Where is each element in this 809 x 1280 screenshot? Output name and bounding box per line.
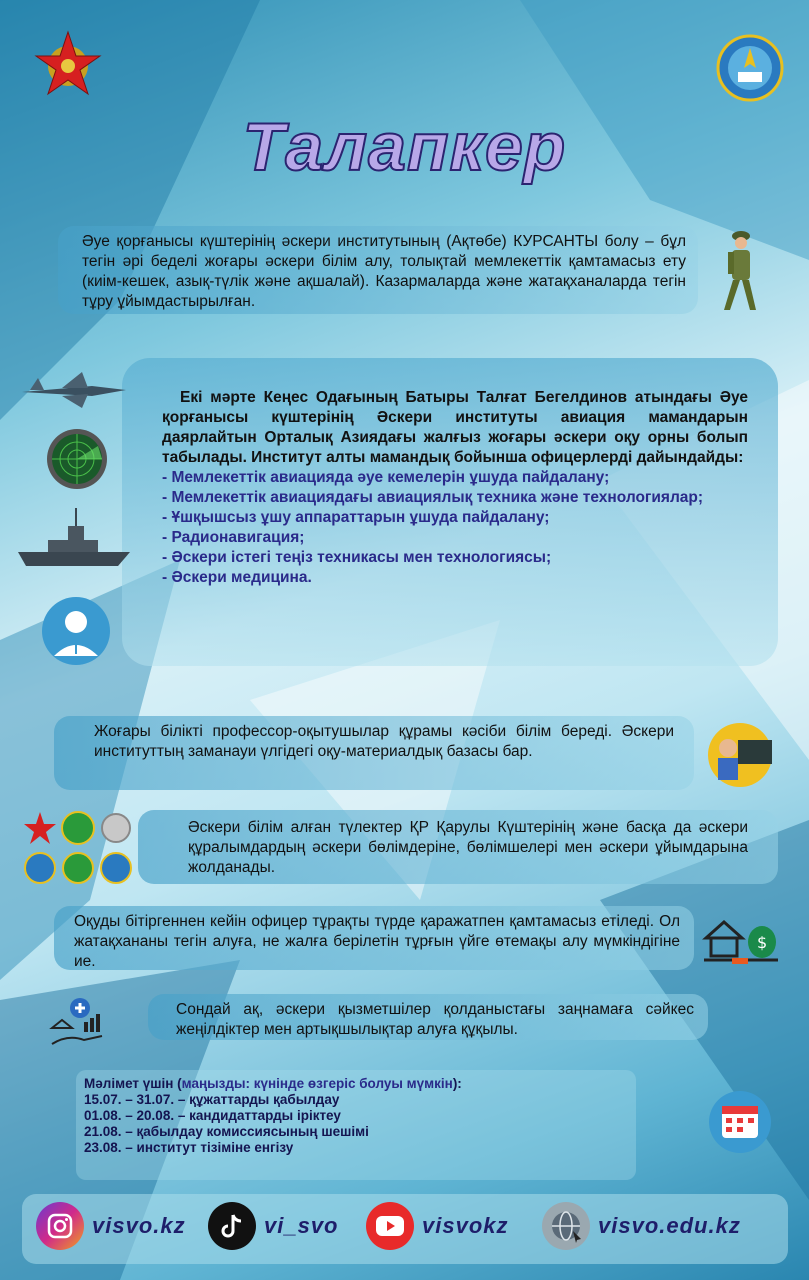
page-title: Талапкер <box>242 109 567 185</box>
specialty-list <box>162 468 748 588</box>
privileges-panel: Сондай ақ, әскери қызметшілер қолданыстағы заңнамаға сәйкес жеңілдіктер мен артықшылықтар алуға құқылы. <box>148 994 708 1040</box>
cadet-benefits-panel <box>58 226 698 314</box>
web-link[interactable] <box>542 1202 741 1250</box>
list-item: 01.08. – 20.08. – кандидаттарды іріктеу <box>84 1108 341 1123</box>
cadet-benefits-text: Әуе қорғанысы күштерінің әскери институтының (Ақтөбе) КУРСАНТЫ болу – бұл тегін әрі беделі жоғары әскери білім алу, толықтай мемлекеттік қамтамасыз ету (киім-кешек, азық-түлік және ақшалай). Казармаларда және жатақханаларда тегін тұру ұйымдастырылған. <box>82 233 686 310</box>
radar-icon <box>46 428 108 495</box>
instagram-link[interactable] <box>36 1202 186 1250</box>
list-item: - Мемлекеттік авиациядағы авиациялық техника және технологиялар; <box>162 489 704 506</box>
soldier-icon <box>718 228 764 319</box>
svg-text:$: $ <box>757 933 768 952</box>
youtube-link[interactable] <box>366 1202 509 1250</box>
list-item: - Әскери медицина. <box>162 569 312 586</box>
youtube-handle: visvokz <box>422 1213 509 1238</box>
teacher-icon <box>704 722 776 793</box>
tiktok-link[interactable] <box>208 1202 339 1250</box>
warship-icon <box>18 506 130 575</box>
institute-emblem-icon <box>716 34 784 107</box>
red-star-emblem-icon <box>34 30 102 103</box>
list-item: - Радионавигация; <box>162 529 305 546</box>
fighter-jet-icon <box>22 370 130 415</box>
web-address: visvo.edu.kz <box>598 1213 741 1238</box>
list-item: - Ұшқышсыз ұшу аппараттарын ұшуда пайдалану; <box>162 509 550 526</box>
officer-support-panel: Оқуды бітіргеннен кейін офицер тұрақты түрде қаражатпен қамтамасыз етіледі. Ол жатақхананы тегін алуға, не жалға берілетін тұрғын үйге өтемақы алу мүмкіндігіне ие. <box>54 906 694 970</box>
list-item: 21.08. – қабылдау комиссиясының шешімі <box>84 1124 369 1139</box>
tiktok-icon <box>208 1202 256 1250</box>
doctor-icon <box>30 596 122 671</box>
tiktok-handle: vi_svo <box>264 1213 339 1238</box>
list-item: - Мемлекеттік авиацияда әуе кемелерін ұшуда пайдалану; <box>162 469 610 486</box>
admission-dates-heading: Мәлімет үшін (маңызды: күнінде өзгеріс болуы мүмкін): <box>84 1076 462 1091</box>
list-item: - Әскери істегі теңіз техникасы мен технологиясы; <box>162 549 552 566</box>
youtube-icon <box>366 1202 414 1250</box>
instagram-handle: visvo.kz <box>92 1213 186 1238</box>
housing-benefits-icon <box>48 996 108 1057</box>
graduates-panel: Әскери білім алған түлектер ҚР Қарулы Күштерінің және басқа да әскери құралымдардың әскери бөлімдеріне, бөлімшелері мен әскери ұйымдарына жолданады. <box>138 810 778 884</box>
instagram-icon <box>36 1202 84 1250</box>
admission-dates <box>84 1076 462 1156</box>
faculty-panel: Жоғары білікті профессор-оқытушылар құрамы кәсіби білім береді. Әскери институттың заманауи үлгідегі оқу-материалдық базасы бар. <box>54 716 694 790</box>
military-emblems-icon <box>22 808 134 893</box>
list-item: 15.07. – 31.07. – құжаттарды қабылдау <box>84 1092 340 1107</box>
web-icon <box>542 1202 590 1250</box>
institute-description: Екі мәрте Кеңес Одағының Батыры Талғат Бегелдинов атындағы Әуе қорғанысы күштерінің Әскери институты авиация мамандарын даярлайтын Орталық Азиядағы жалғыз жоғары әскери оқу орны болып табылады. Институт алты мамандық бойынша офицерлерді дайындайды: <box>162 389 748 466</box>
list-item: 23.08. – институт тізіміне енгізу <box>84 1140 294 1155</box>
house-money-icon <box>702 914 780 971</box>
institute-info-panel <box>122 358 778 666</box>
calendar-icon <box>704 1090 776 1159</box>
